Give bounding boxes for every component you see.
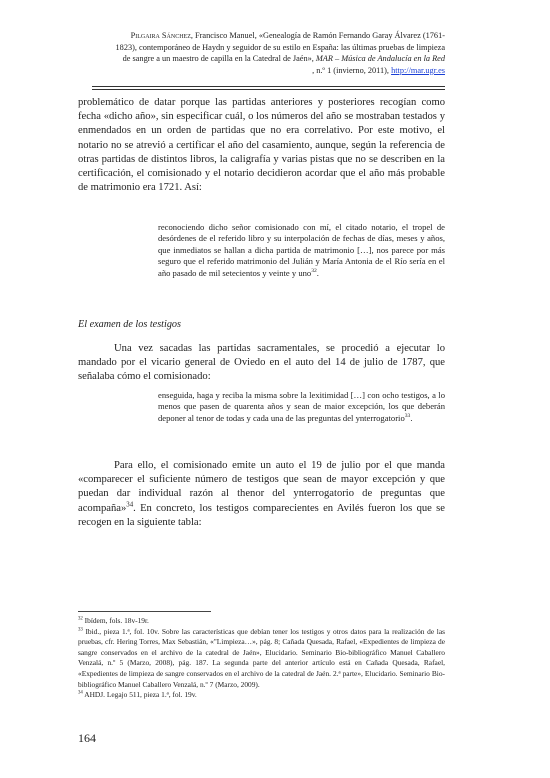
header-line-3: de sangre a un maestro de capilla en la Catedral de Jaén», MAR – Música de Andalucía en la Red — [122, 54, 445, 64]
header-line-2: 1823), contemporáneo de Haydn y seguidor de su estilo en España: las últimas pruebas de limpieza — [115, 42, 445, 52]
paragraph-1: problemático de datar porque las partidas anteriores y posteriores recogían como fecha «dicho año», sin especificar cuál, o los números del año se mostraban testados y enmendados en un orden de partidas que no era correlativo. Por este motivo, el notario no se atrevió a certificar el año del casamiento, aunque, según la referencia de otras partidas de distintos libros, la caligrafía y varias pistas que no se describen en la certificación, el comisionado y el notario decidieron acordar que el año más probable de matrimonio era 1721. Así: — [78, 97, 445, 194]
running-header — [92, 30, 445, 76]
footnote-33: $^{33}$ Ibid., pieza 1.ª, fol. 10v. Sobre las características que debían tener los testigos y otros datos para la realización de las pruebas, cfr. Hering Torres, Max Sebastián, «"Limpieza…», pág. 8; Cañada Quesada, Rafael, «Expedientes de limpieza de sangre conservados en el archivo de la catedral de Jaén», Elucidario. Seminario Bio-bibliográfico Manuel Caballero Venzalá, n.º 5 (Marzo, 2008), pág. 187. La segunda parte del anterior artículo está en Cañada Quesada, Rafael, «Expedientes de limpieza de sangre conservados en el archivo de la catedral de Jaén. 2.ª parte», Elucidario. Seminario Bio-bibliográfico Manuel Caballero Venzalá, n.º 7 (Marzo, 2009). — [78, 626, 445, 689]
block-quote-1: reconociendo dicho señor comisionado con mí, el citado notario, el tropel de desórdenes de el referido libro y su interpolación de fechas de días, meses y años, que inmediatos se hallan a dicha partida de matrimonio […], nos parece por más seguro que el referido matrimonio del Julián y María Antonia de el Río sería en el año pasado de mil setecientos y veinte y uno$^{32}$. — [158, 222, 445, 278]
header-rule-2 — [92, 89, 445, 90]
footnote-32: $^{32}$ Ibídem, fols. 18v-19r. — [78, 616, 149, 625]
header-rule — [92, 86, 445, 87]
header-author: Pilgaira Sánchez — [130, 31, 191, 40]
footnote-ref-34[interactable]: 34 — [126, 501, 134, 509]
header-url-link[interactable]: http://mar.ugr.es — [391, 65, 445, 75]
paragraph-3: Para ello, el comisionado emite un auto el 19 de julio por el que manda «comparecer el suficiente número de testigos que sean de mayor excepción y que puedan dar individual razón al thenor del ynterrogatorio de preguntas que acompaña»$^{34}$. En concreto, los testigos comparecientes en Avilés fueron los que se recogen en la siguiente tabla: — [78, 460, 445, 528]
footnote-separator — [78, 611, 211, 612]
page-number: 164 — [78, 731, 96, 745]
header-journal: MAR – Música de Andalucía en la Red — [315, 54, 445, 64]
paragraph-2: Una vez sacadas las partidas sacramentales, se procedió a ejecutar lo mandado por el vicario general de Oviedo en el auto del 14 de julio de 1787, que señalaba cómo el comisionado: — [78, 343, 445, 383]
footnote-ref-33[interactable]: 33 — [404, 412, 411, 419]
block-quote-2: enseguida, haga y reciba la misma sobre la lexitimidad […] con ocho testigos, a lo menos que pasen de quarenta años y sean de maior excepción, los que deberán deponer al tenor de todas y cada una de las preguntas del ynterrogatorio$^{33}$. — [158, 390, 445, 423]
footnote-ref-32[interactable]: 32 — [311, 267, 317, 274]
footnote-34: $^{34}$ AHDJ. Legajo 511, pieza 1.ª, fol. 19v. — [78, 690, 197, 700]
section-heading: El examen de los testigos — [78, 319, 181, 330]
footnotes — [78, 616, 445, 701]
header-line-1: Pilgaira Sánchez, Francisco Manuel, «Genealogía de Ramón Fernando Garay Álvarez (1761- — [130, 31, 445, 40]
header-line-4: , n.º 1 (invierno, 2011), http://mar.ugr.es — [312, 65, 445, 75]
